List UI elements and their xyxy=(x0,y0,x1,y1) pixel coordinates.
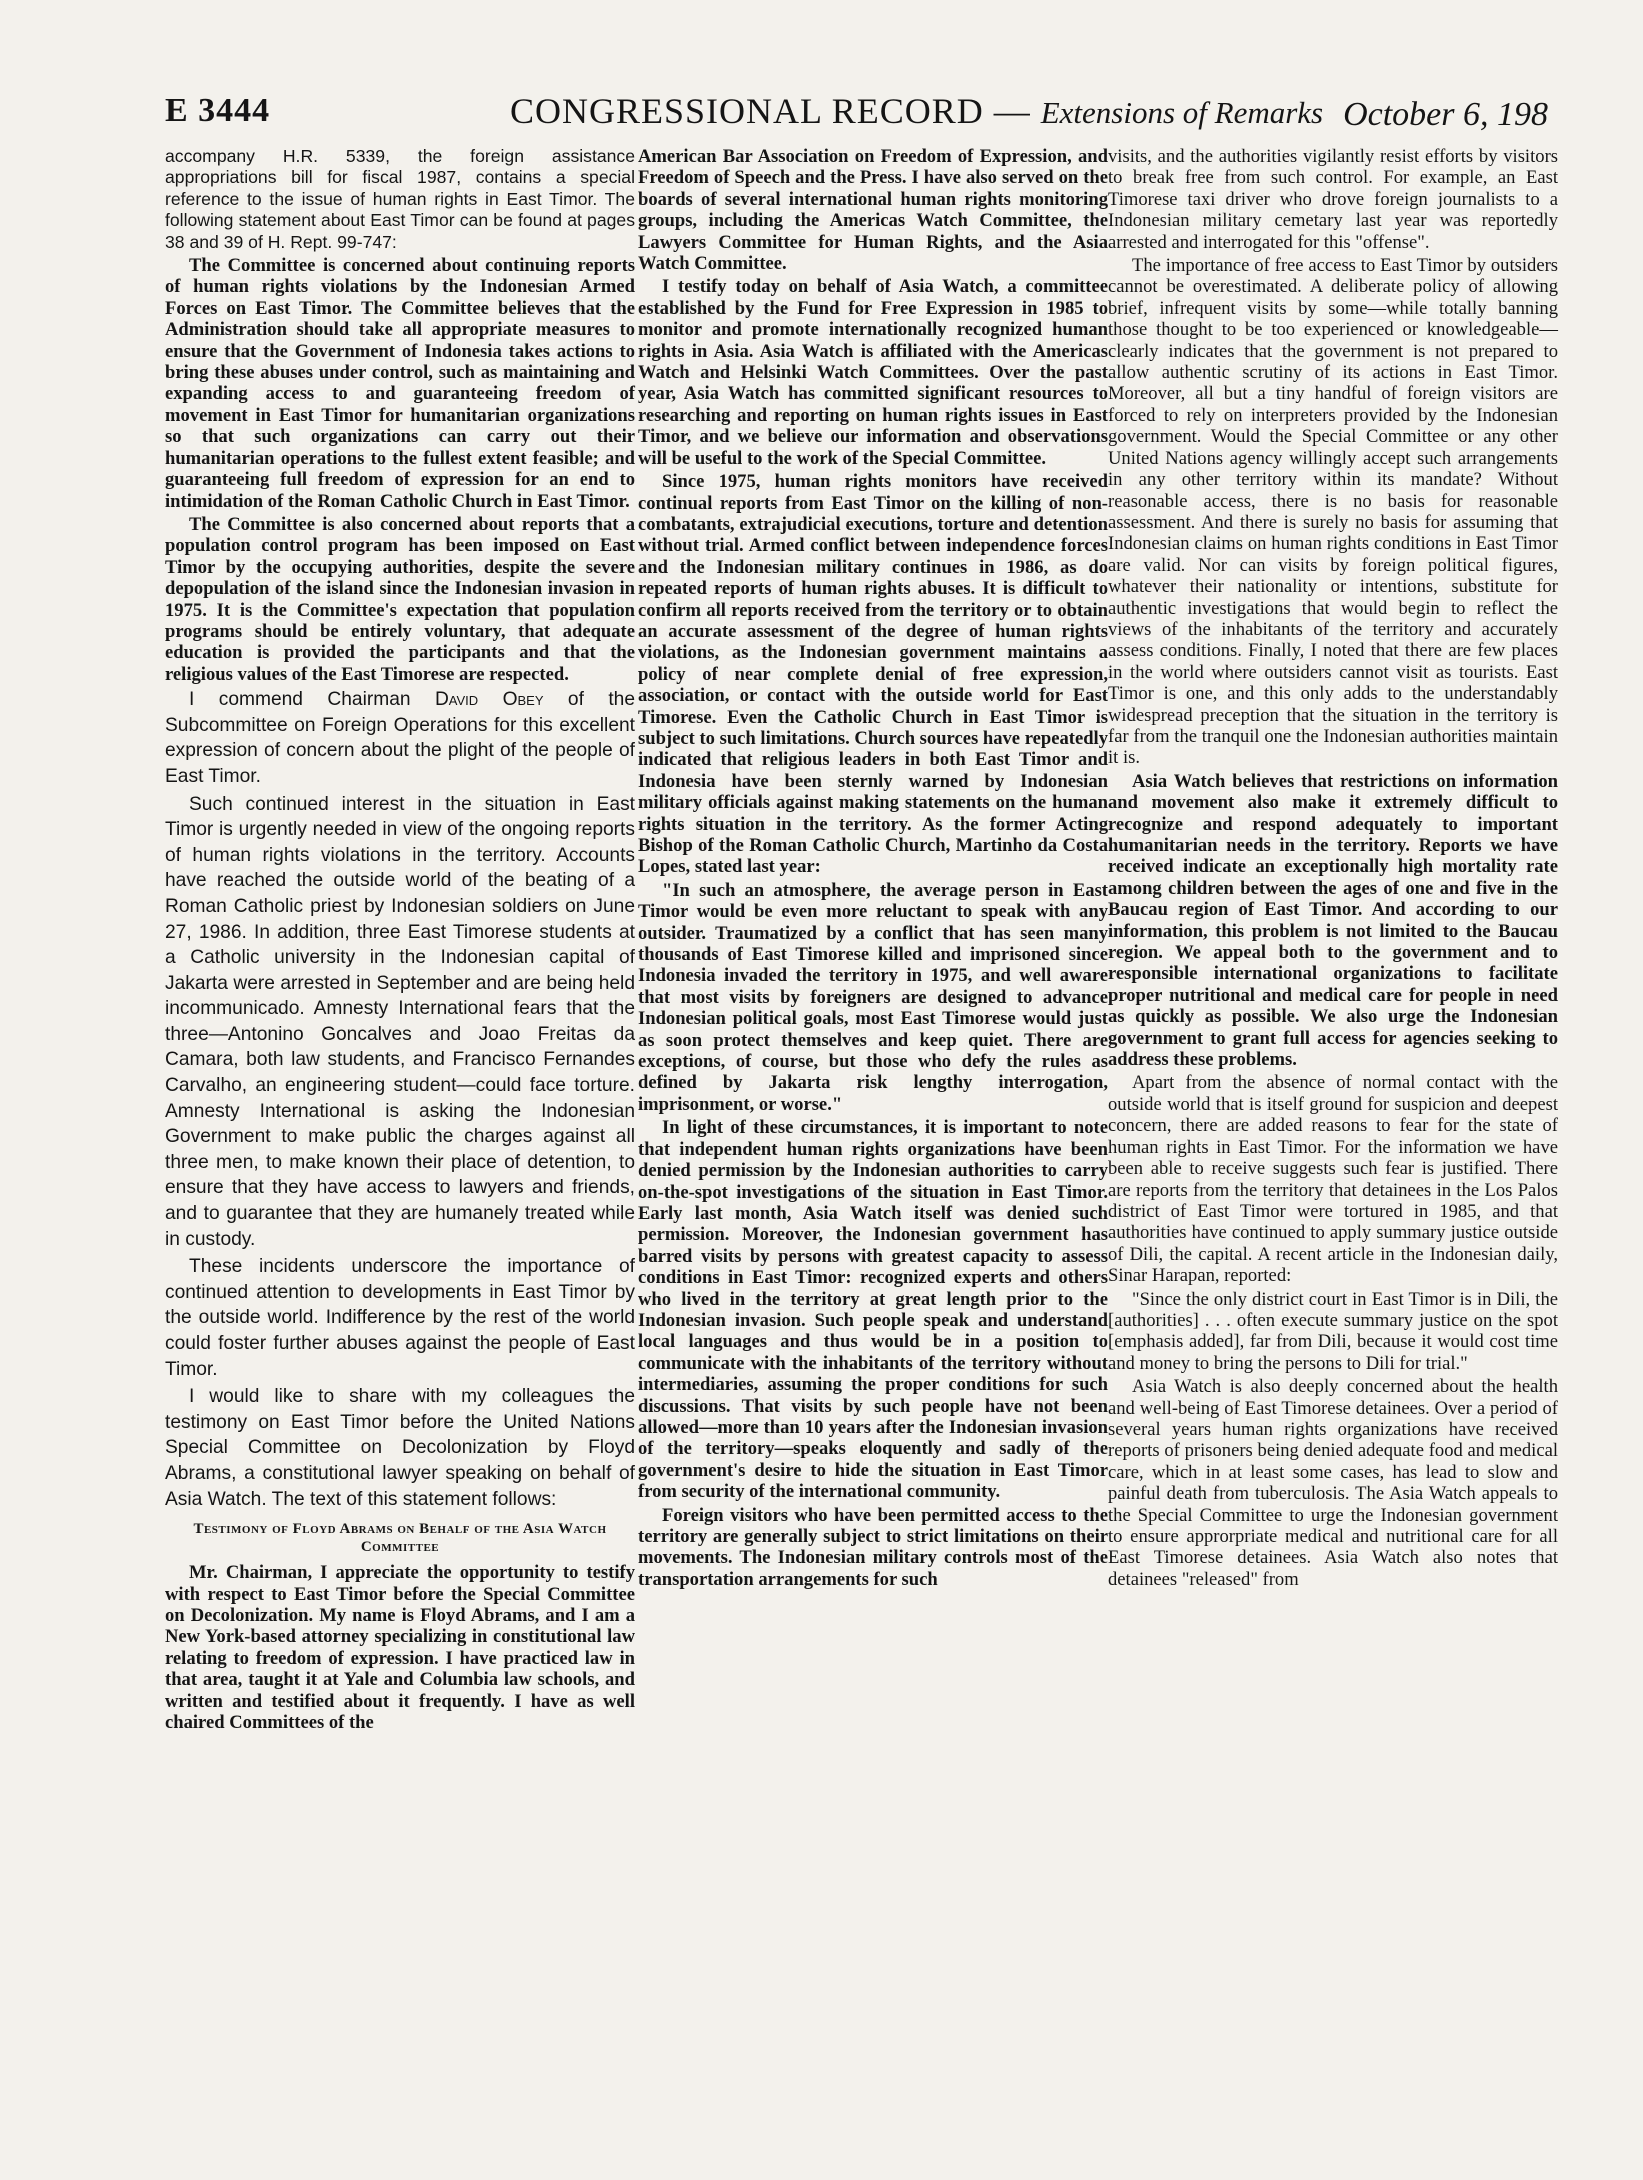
quoted-paragraph: "In such an atmosphere, the average person in East Timor would be even more reluctant to speak with any outsider. Traumatized by a conflict that has seen many thousands of East Timorese killed and imprisoned since Indonesia invaded the territory in 1975, and well aware that most visits by foreigners are designed to advance Indonesian political goals, most East Timorese would just as soon protect themselves and keep quiet. There are exceptions, of course, but those who defy the rules as defined by Jakarta risk lengthy interrogation, imprisonment, or worse." xyxy=(638,879,1108,1115)
paragraph: Since 1975, human rights monitors have received continual reports from East Timor on the killing of non-combatants, extrajudicial executions, torture and detention without trial. Armed conflict between independence forces and the Indonesian military continues in 1986, as do repeated reports of human rights abuses. It is difficult to confirm all reports received from the territory or to obtain an accurate assessment of the degree of human rights violations, as the Indonesian government maintains a policy of near complete denial of free expression, association, or contact with the outside world for East Timorese. Even the Catholic Church in East Timor is subject to such limitations. Church sources have repeatedly indicated that religious leaders in both East Timor and Indonesia have been sternly warned by Indonesian military officials against making statements on the human rights situation in the territory. As the former Acting Bishop of the Roman Catholic Church, Martinho da Costa Lopes, stated last year: xyxy=(638,471,1109,878)
paragraph: Asia Watch is also deeply concerned about the health and well-being of East Timorese detainees. Over a period of several years human rights organizations have received reports of prisoners being denied adequate food and medical care, which in at least some cases, has lead to slow and painful death from tuberculosis. The Asia Watch appeals to the Special Committee to urge the Indonesian government to ensure approrpriate medical and nutritional care for all East Timorese detainees. Asia Watch also notes that detainees "released" from xyxy=(1108,1376,1558,1590)
quoted-paragraph: "Since the only district court in East Timor is in Dili, the [authorities] . . . often execute summary justice on the spot [emphasis added], far from Dili, because it would cost time and money to bring the persons to Dili for trial." xyxy=(1108,1288,1558,1374)
paragraph: I would like to share with my colleagues the testimony on East Timor before the United Nations Special Committee on Decolonization by Floyd Abrams, a constitutional lawyer speaking on behalf of Asia Watch. The text of this statement follows: xyxy=(165,1386,635,1510)
paragraph: Mr. Chairman, I appreciate the opportunity to testify with respect to East Timor before the Special Committee on Decolonization. My name is Floyd Abrams, and I am a New York-based attorney specializing in constitutional law relating to freedom of expression. I have practiced law in that area, taught it at Yale and Columbia law schools, and written and testified about it frequently. I have as well chaired Committees of the xyxy=(165,1562,635,1733)
column-2 xyxy=(638,146,1108,1592)
paragraph: Foreign visitors who have been permitted access to the territory are generally subject to strict limitations on their movements. The Indonesian military controls most of the transportation arrangements for such xyxy=(638,1504,1108,1590)
paragraph: Asia Watch believes that restrictions on information and movement also make it extremely difficult to recognize and respond adequately to important humanitarian needs in the territory. Reports we have received indicate an exceptionally high mortality rate among children between the ages of one and five in the Baucau region of East Timor. And according to our information, this problem is not limited to the Baucau region. We appeal both to the government and to responsible international organizations to facilitate proper nutritional and medical care for people in need as quickly as possible. We also urge the Indonesian government to grant full access for agencies seeking to address these problems. xyxy=(1108,770,1558,1071)
paragraph: Apart from the absence of normal contact with the outside world that is itself ground for suspicion and deepest concern, there are added reasons to fear for the state of human rights in East Timor. For the information we have been able to receive suggests such fear is justified. There are reports from the territory that detainees in the Los Palos district of East Timor were tortured in 1985, and that authorities have continued to apply summary justice outside of Dili, the capital. A recent article in the Indonesian daily, Sinar Harapan, reported: xyxy=(1108,1072,1558,1287)
page-header xyxy=(165,88,1548,148)
paragraph: In light of these circumstances, it is important to note that independent human rights organizations have been denied permission by the Indonesian authorities to carry on-the-spot investigations of the situation in East Timor. Early last month, Asia Watch itself was denied such permission. Moreover, the Indonesian government has barred visits by persons with greatest capacity to assess conditions in East Timor: recognized experts and others who lived in the territory at great length prior to the Indonesian invasion. Such people speak and understand local languages and thus would be in a position to communicate with the inhabitants of the territory without intermediaries, assuming the proper conditions for such discussions. That visits by such people have not been allowed—more than 10 years after the Indonesian invasion of the territory—speaks eloquently and sadly of the government's desire to hide the situation in East Timor from security of the international community. xyxy=(638,1117,1108,1503)
paragraph: visits, and the authorities vigilantly resist efforts by visitors to break free from such control. For example, an East Timorese taxi driver who drove foreign journalists to a Indonesian military cemetary last year was reportedly arrested and interrogated for this "offense". xyxy=(1108,146,1558,253)
column-1 xyxy=(165,146,635,1735)
member-name: David Obey xyxy=(434,689,544,711)
paragraph: The importance of free access to East Timor by outsiders cannot be overestimated. A deliberate policy of allowing brief, infrequent visits by some—while totally banning those thought to be too experienced or knowledgeable—clearly indicates that the government is not prepared to allow authentic scrutiny of its actions in East Timor. Moreover, all but a tiny handful of foreign visitors are forced to rely on interpreters provided by the Indonesian government. Would the Special Committee or any other United Nations agency willingly accept such arrangements in any other territory within its mandate? Without reasonable access, there is no basis for reasonable assessment. And there is surely no basis for assuming that Indonesian claims on human rights conditions in East Timor are valid. Nor can visits by foreign political figures, whatever their nationality or intentions, substitute for authentic investigations that would begin to reflect the views of the inhabitants of the territory and accurately assess conditions. Finally, I noted that there are few places in the world where outsiders cannot visit as tourists. East Timor is one, and this only adds to the understandably widespread preception that the situation in the territory is far from the tranquil one the Indonesian authorities maintain it is. xyxy=(1108,255,1558,769)
paragraph: These incidents underscore the importance of continued attention to developments in East Timor by the outside world. Indifference by the rest of the world could foster further abuses against the people of East Timor. xyxy=(165,1256,635,1380)
section-title: Extensions of Remarks xyxy=(1040,95,1324,130)
testimony-heading: Testimony of Floyd Abrams on Behalf of the Asia Watch Committee xyxy=(193,1521,607,1556)
publication-title xyxy=(510,90,1323,132)
paragraph xyxy=(165,687,635,789)
paragraph: Such continued interest in the situation in East Timor is urgently needed in view of the ongoing reports of human rights violations in the territory. Accounts have reached the outside world of the beating of a Roman Catholic priest by Indonesian soldiers on June 27, 1986. In addition, three East Timorese students at a Catholic university in the Indonesian capital of Jakarta were arrested in September and are being held incommunicado. Amnesty International fears that the three—Antonino Goncalves and Joao Freitas da Camara, both law students, and Francisco Fernandes Carvalho, an engineering student—could face torture. Amnesty International is asking the Indonesian Government to make public the charges against all three men, to make known their place of detention, to ensure that they have access to lawyers and friends, and to guarantee that they are humanely treated while in custody. xyxy=(165,793,635,1250)
paragraph: The Committee is concerned about continuing reports of human rights violations by the Indonesian Armed Forces on East Timor. The Committee believes that the Administration should take all appropriate measures to ensure that the Government of Indonesia takes actions to bring these abuses under control, such as maintaining and expanding access to and guaranteeing freedom of movement in East Timor for humanitarian organizations so that such organizations can carry out their humanitarian operations to the fullest extent feasible; and guaranteeing full freedom of expression for an end to intimidation of the Roman Catholic Church in East Timor. xyxy=(165,255,635,512)
publication-name: CONGRESSIONAL RECORD — xyxy=(510,91,1031,131)
text-span: of the Subcommittee on Foreign Operations for this excellent expression of concern about the plight of the people of East Timor. xyxy=(165,689,635,787)
paragraph: American Bar Association on Freedom of Expression, and Freedom of Speech and the Press. I have also served on the boards of several international human rights monitoring groups, including the Americas Watch Committee, the Lawyers Committee for Human Rights, and the Asia Watch Committee. xyxy=(638,146,1108,275)
paragraph: I testify today on behalf of Asia Watch, a committee established by the Fund for Free Expression in 1985 to monitor and promote internationally recognized human rights in Asia. Asia Watch is affiliated with the Americas Watch and Helsinki Watch Committees. Over the past year, Asia Watch has committed significant resources to researching and reporting on human rights issues in East Timor, and we believe our information and observations will be useful to the work of the Special Committee. xyxy=(638,276,1108,469)
paragraph: The Committee is also concerned about reports that a population control program has been imposed on East Timor by the occupying authorities, despite the severe depopulation of the island since the Indonesian invasion in 1975. It is the Committee's expectation that population programs should be entirely voluntary, that adequate education is provided the participants and that the religious values of the East Timorese are respected. xyxy=(165,513,635,685)
text-span: I commend Chairman xyxy=(189,689,435,711)
issue-date: October 6, 198 xyxy=(1343,96,1548,133)
column-3 xyxy=(1108,146,1558,1592)
paragraph: accompany H.R. 5339, the foreign assistance appropriations bill for fiscal 1987, contains a special reference to the issue of human rights in East Timor. The following statement about East Timor can be found at pages 38 and 39 of H. Rept. 99-747: xyxy=(165,146,635,252)
page-number: E 3444 xyxy=(165,92,271,129)
